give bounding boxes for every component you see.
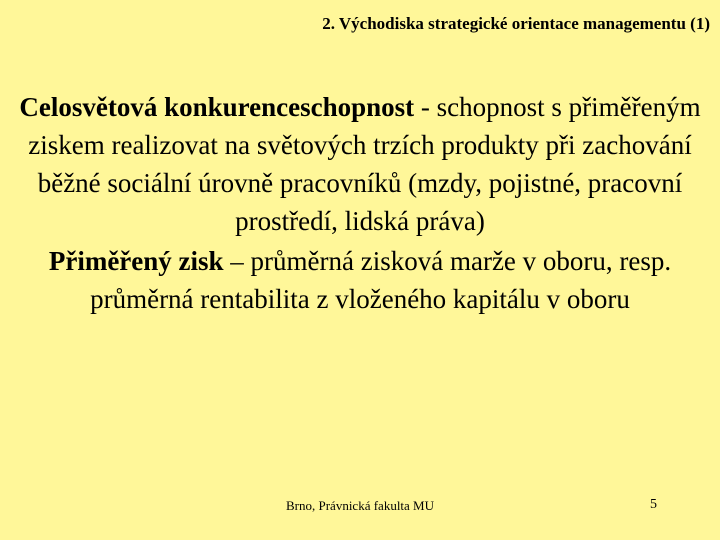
definition-global-competitiveness: - schopnost s přiměřeným ziskem realizovat na světových trzích produkty při zachování běžné sociální úrovně pracovníků (mzdy, pojistné, pracovní prostředí, lidská práva) (28, 92, 701, 236)
paragraph-global-competitiveness (14, 88, 706, 240)
page-number: 5 (650, 497, 657, 512)
paragraph-adequate-profit (14, 242, 706, 318)
term-adequate-profit: Přiměřený zisk (48, 246, 224, 276)
term-global-competitiveness: Celosvětová konkurenceschopnost (19, 92, 415, 122)
slide-header: 2. Východiska strategické orientace managementu (1) (322, 14, 710, 33)
slide-body (14, 88, 706, 318)
definition-adequate-profit: – průměrná zisková marže v oboru, resp. průměrná rentabilita z vloženého kapitálu v oboru (90, 246, 672, 314)
slide-footer: Brno, Právnická fakulta MU (285, 498, 435, 513)
